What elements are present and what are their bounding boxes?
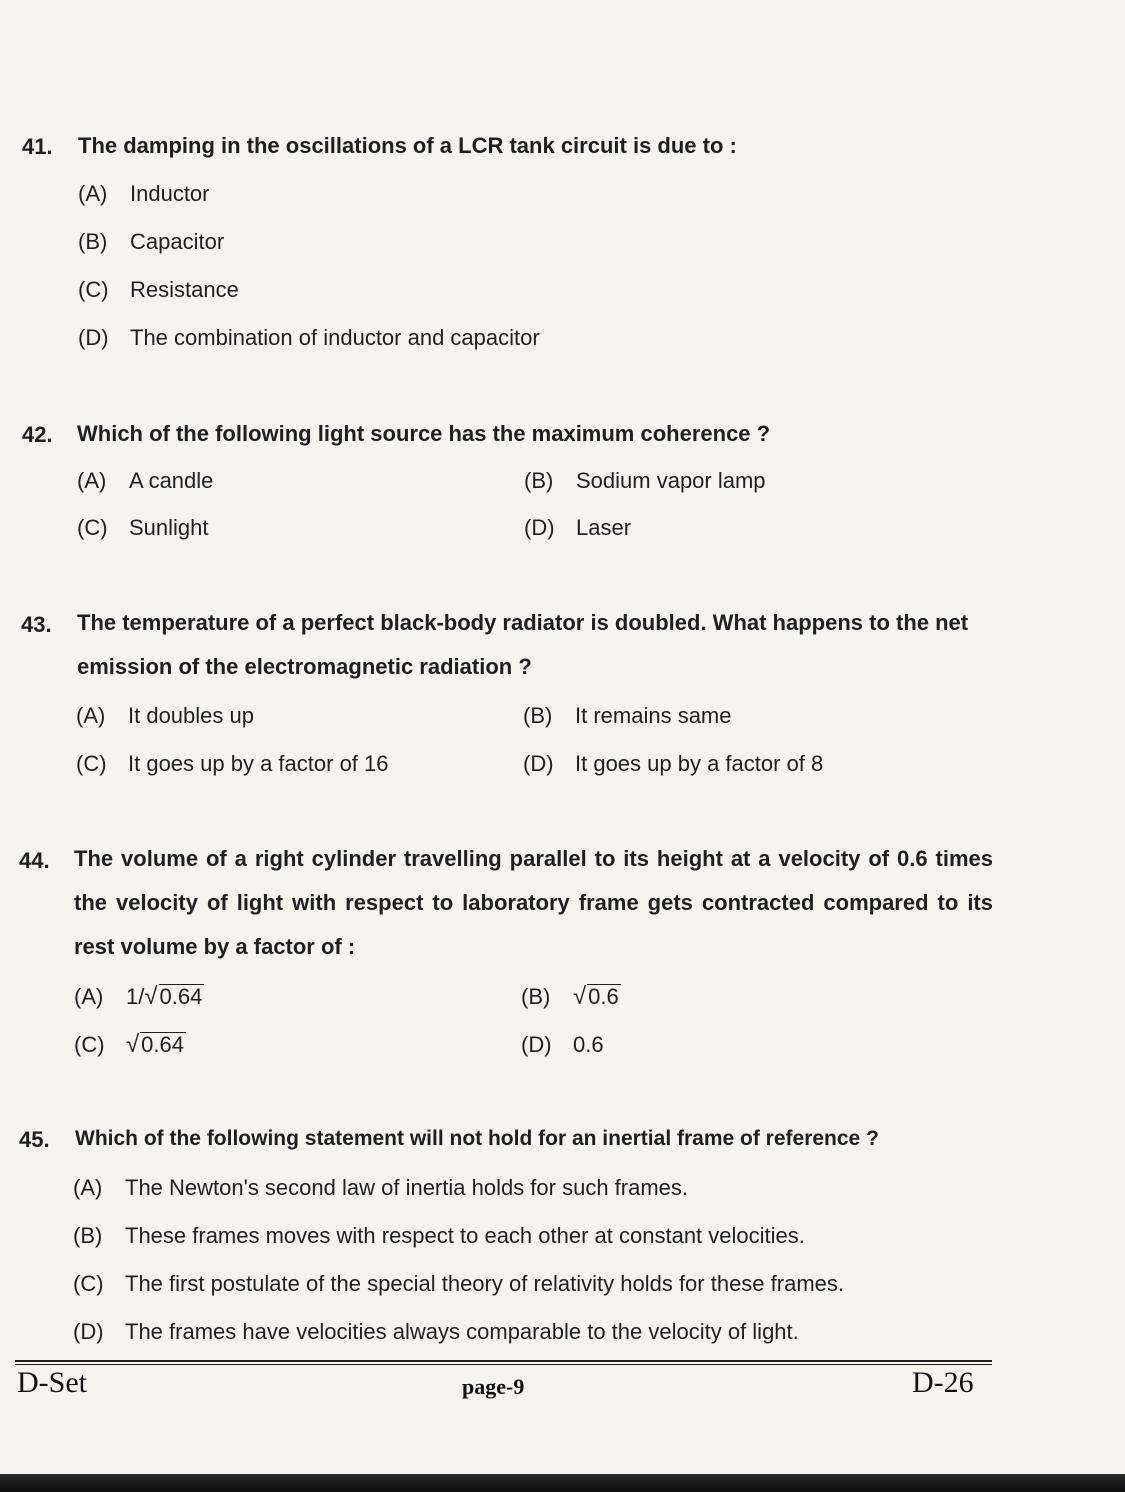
option-text: A candle xyxy=(129,468,214,493)
page-number: page-9 xyxy=(462,1374,525,1399)
question-number: 41. xyxy=(22,134,53,159)
option-a xyxy=(78,181,210,207)
square-root xyxy=(573,984,621,1009)
question-number: 45. xyxy=(19,1127,50,1152)
question-text: Which of the following statement will not hold for an inertial frame of reference ? xyxy=(75,1127,879,1150)
option-label: (D) xyxy=(78,325,109,350)
option-label: (D) xyxy=(521,1032,552,1057)
square-root xyxy=(126,1032,186,1057)
question-number: 44. xyxy=(19,848,50,873)
footer-rule-bottom xyxy=(15,1364,992,1365)
option-d xyxy=(73,1319,799,1345)
option-text: Capacitor xyxy=(130,229,225,254)
option-prefix: 1/ xyxy=(126,984,145,1010)
question-number: 43. xyxy=(21,612,52,637)
option-d xyxy=(78,325,540,351)
radicand: 0.6 xyxy=(588,984,619,1009)
option-label: (A) xyxy=(78,181,108,206)
question-text: The temperature of a perfect black-body radiator is doubled. What happens to the net emission of the electromagnetic radiation ? xyxy=(77,610,969,679)
option-text: 0.6 xyxy=(573,1032,604,1057)
option-text: Inductor xyxy=(130,181,210,206)
question-text: The volume of a right cylinder travelling parallel to its height at a velocity of 0.6 times the velocity of light with respect to laboratory frame gets contracted compared to its rest volume by a factor of : xyxy=(74,846,993,959)
option-label: (D) xyxy=(524,515,555,540)
option-text: The frames have velocities always comparable to the velocity of light. xyxy=(125,1319,799,1344)
option-label: (C) xyxy=(74,1032,105,1058)
option-b xyxy=(521,984,621,1010)
footer-rule-top xyxy=(15,1360,992,1362)
option-label: (A) xyxy=(77,468,107,493)
option-a xyxy=(74,984,204,1010)
option-c xyxy=(78,277,239,303)
option-text: The Newton's second law of inertia holds for such frames. xyxy=(125,1175,689,1200)
option-label: (A) xyxy=(76,703,106,728)
option-b xyxy=(78,229,224,255)
option-text: The first postulate of the special theory of relativity holds for these frames. xyxy=(125,1271,845,1296)
option-label: (C) xyxy=(73,1271,104,1296)
option-label: (B) xyxy=(524,468,554,493)
option-c xyxy=(76,751,389,777)
option-label: (B) xyxy=(521,984,551,1010)
option-text: It remains same xyxy=(575,703,732,728)
option-d xyxy=(524,515,631,541)
set-label: D-Set xyxy=(17,1366,87,1399)
option-text: The combination of inductor and capacitor xyxy=(130,325,540,350)
option-text: Sodium vapor lamp xyxy=(576,468,766,493)
scan-edge-shadow xyxy=(0,1474,1125,1492)
option-label: (B) xyxy=(523,703,553,728)
option-text: It goes up by a factor of 16 xyxy=(128,751,389,776)
radical-sign-icon: √ xyxy=(573,983,587,1011)
option-label: (A) xyxy=(74,984,104,1010)
option-a xyxy=(77,468,213,494)
option-b xyxy=(73,1223,805,1249)
radicand: 0.64 xyxy=(159,984,203,1009)
question-text: The damping in the oscillations of a LCR tank circuit is due to : xyxy=(78,133,737,158)
option-text: These frames moves with respect to each other at constant velocities. xyxy=(125,1223,805,1248)
option-label: (B) xyxy=(78,229,108,254)
radicand: 0.64 xyxy=(141,1032,184,1057)
option-b xyxy=(523,703,732,729)
option-label: (A) xyxy=(73,1175,103,1200)
option-c xyxy=(73,1271,844,1297)
option-a xyxy=(76,703,254,729)
option-text: Sunlight xyxy=(129,515,209,540)
option-label: (B) xyxy=(73,1223,103,1248)
option-c xyxy=(74,1032,186,1058)
radical-sign-icon: √ xyxy=(126,1031,140,1059)
option-text: Laser xyxy=(576,515,632,540)
option-label: (D) xyxy=(73,1319,104,1344)
option-text: It doubles up xyxy=(128,703,254,728)
question-text: Which of the following light source has the maximum coherence ? xyxy=(77,421,771,446)
option-text: Resistance xyxy=(130,277,239,302)
radical-sign-icon: √ xyxy=(144,983,158,1011)
square-root xyxy=(144,984,204,1009)
option-d xyxy=(521,1032,604,1058)
page-code: D-26 xyxy=(912,1366,974,1399)
option-c xyxy=(77,515,209,541)
option-label: (C) xyxy=(78,277,109,302)
option-a xyxy=(73,1175,688,1201)
option-label: (C) xyxy=(76,751,107,776)
option-label: (C) xyxy=(77,515,108,540)
option-label: (D) xyxy=(523,751,554,776)
question-number: 42. xyxy=(22,422,53,447)
option-b xyxy=(524,468,766,494)
option-d xyxy=(523,751,823,777)
option-text: It goes up by a factor of 8 xyxy=(575,751,824,776)
